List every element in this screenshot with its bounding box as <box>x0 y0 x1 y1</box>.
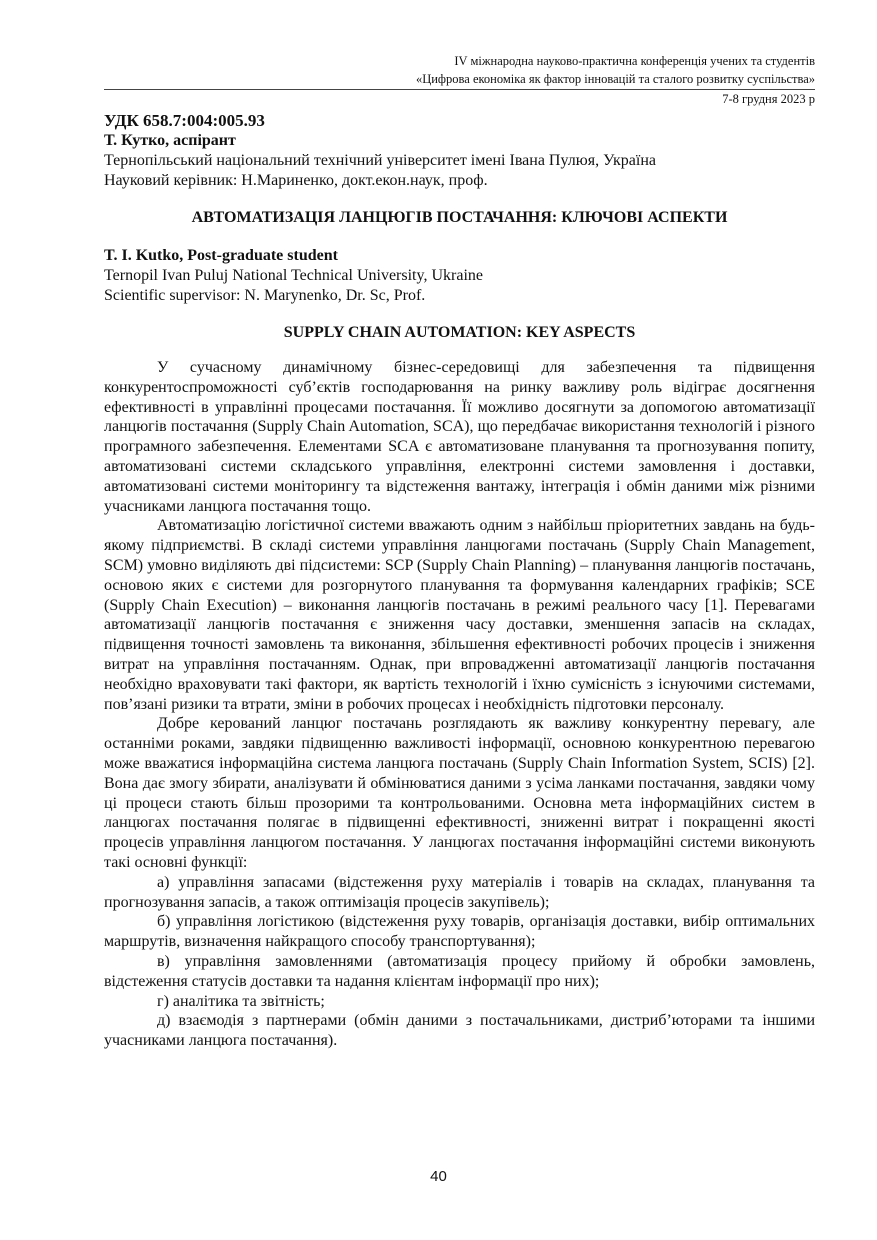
author-affiliation-en: Ternopil Ivan Puluj National Technical University, Ukraine <box>104 267 483 284</box>
paper-title-ua: АВТОМАТИЗАЦІЯ ЛАНЦЮГІВ ПОСТАЧАННЯ: КЛЮЧОВІ АСПЕКТИ <box>191 209 728 226</box>
list-item-d: г) аналітика та звітність; <box>157 992 325 1010</box>
author-block-ua <box>104 131 815 191</box>
author-name-ua: Т. Кутко, аспірант <box>104 132 236 149</box>
page-number: 40 <box>430 1168 447 1185</box>
list-item-b: б) управління логістикою (відстеження руху товарів, організація доставки, вибір оптимальних маршрутів, визначення найкращого способу транспортування); <box>104 913 815 951</box>
paragraph-1: У сучасному динамічному бізнес-середовищі для забезпечення та підвищення конкурентоспроможності суб’єктів господарювання на ринку важливу роль відіграє досягнення ефективності в управлінні процесами постачання. Її можливо досягнути за допомогою автоматизації ланцюгів постачання (Supply Chain Automation, SCA), що передбачає використання технологій і різного програмного забезпечення. Елементами SCA є автоматизоване планування та прогнозування попиту, автоматизовані системи складського управління, електронні системи замовлення і доставки, автоматизовані системи моніторингу та відстеження вантажу, інтеграція і обмін даними між різними учасниками ланцюга постачання тощо. <box>104 359 815 515</box>
author-supervisor-en: Scientific supervisor: N. Marynenko, Dr. Sc, Prof. <box>104 287 426 304</box>
paper-body <box>104 358 815 1051</box>
author-name-en: T. I. Kutko, Post-graduate student <box>104 247 338 264</box>
author-affiliation-ua: Тернопільський національний технічний університет імені Івана Пулюя, Україна <box>104 152 656 169</box>
list-item-a: а) управління запасами (відстеження руху матеріалів і товарів на складах, планування та прогнозування запасів, а також оптимізація процесів закупівель); <box>104 873 815 911</box>
paragraph-3: Добре керований ланцюг постачань розглядають як важливу конкурентну перевагу, але останніми роками, завдяки підвищенню важливості інформації, основною конкурентною перевагою може вважатися інформаційна система ланцюга постачань (Supply Chain Information System, SCIS) [2]. Вона дає змогу збирати, аналізувати й обмінюватися даними з усіма ланками постачання, завдяки чому ці процеси стають більш прозорими та контрольованими. Основна мета інформаційних систем в ланцюгах постачання полягає в підвищенні ефективності, зниженні витрат і покращенні якості процесів управління ланцюгом постачання. У ланцюгах постачання інформаційні системи виконують такі основні функції: <box>104 715 815 871</box>
conference-title-line-2: «Цифрова економіка як фактор інновацій та сталого розвитку суспільства» <box>415 72 815 86</box>
conference-date: 7-8 грудня 2023 р <box>722 92 815 106</box>
author-supervisor-ua: Науковий керівник: Н.Мариненко, докт.екон.наук, проф. <box>104 172 488 189</box>
udk-code: УДК 658.7:004:005.93 <box>104 111 265 130</box>
paragraph-2: Автоматизацію логістичної системи вважають одним з найбільш пріоритетних завдань на будь-якому підприємстві. В складі системи управління ланцюгами постачань (Supply Chain Management, SCM) умовно виділяють дві підсистеми: SCP (Supply Chain Planning) – планування ланцюгів постачань, основою яких є системи для розгорнутого планування та формування календарних графіків; SCE (Supply Chain Execution) – виконання ланцюгів постачань в режимі реального часу [1]. Перевагами автоматизації ланцюгів постачання є зниження часу доставки, зменшення запасів на складах, підвищення точності замовлень та виконання, збільшення ефективності робочих процесів і зниження витрат на управління постачанням. Однак, при впровадженні автоматизації ланцюгів постачання необхідно враховувати такі фактори, як вартість технологій і їхню сумісність з існуючими системами, пов’язані ризики та втрати, зміни в робочих процесах і необхідність підготовки персоналу. <box>104 517 815 713</box>
list-item-c: в) управління замовленнями (автоматизація процесу прийому й обробки замовлень, відстеження статусів доставки та надання клієнтам інформації про них); <box>104 952 815 990</box>
conference-header <box>104 52 815 88</box>
conference-title-line-1: IV міжнародна науково-практична конференція учених та студентів <box>454 54 815 68</box>
header-divider <box>104 89 815 90</box>
author-block-en <box>104 246 815 306</box>
paper-title-en: SUPPLY CHAIN AUTOMATION: KEY ASPECTS <box>283 324 636 341</box>
list-item-e: д) взаємодія з партнерами (обмін даними з постачальниками, дистриб’юторами та іншими учасниками ланцюга постачання). <box>104 1012 815 1050</box>
